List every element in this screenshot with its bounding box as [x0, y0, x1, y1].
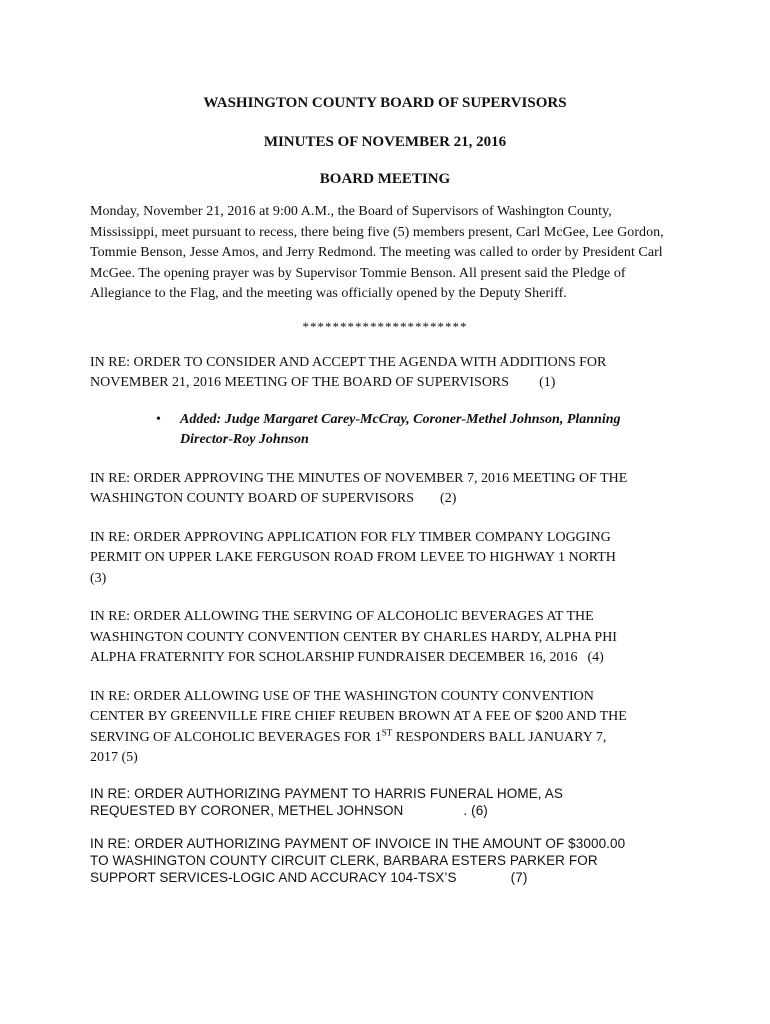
- intro-paragraph: Monday, November 21, 2016 at 9:00 A.M., the Board of Supervisors of Washington County, Mississippi, meet pursuant to recess, there being five (5) members present, Carl McGee, Lee Gordon, Tommie Benson, Jesse Amos, and Jerry Redmond. The meeting was called to order by President Carl McGee. The opening prayer was by Supervisor Tommie Benson. All present said the Pledge of Allegiance to the Flag, and the meeting was officially opened by the Deputy Sheriff.: [90, 204, 664, 301]
- agenda-item-5-line-4: [90, 748, 680, 769]
- agenda-item-2-line-1: IN RE: ORDER APPROVING THE MINUTES OF NOVEMBER 7, 2016 MEETING OF THE: [90, 470, 628, 486]
- agenda-item-5-line-3: [90, 728, 680, 749]
- agenda-item-3-line-1: IN RE: ORDER APPROVING APPLICATION FOR FLY TIMBER COMPANY LOGGING: [90, 529, 611, 545]
- agenda-item-4-line-3: [90, 648, 680, 669]
- document-subtitle: MINUTES OF NOVEMBER 21, 2016: [263, 134, 507, 150]
- agenda-item-1-line-2-text: NOVEMBER 21, 2016 MEETING OF THE BOARD OF SUPERVISORS: [90, 375, 510, 390]
- agenda-item-5-line-4-text: 2017: [90, 750, 118, 765]
- agenda-item-4-line-2: WASHINGTON COUNTY CONVENTION CENTER BY CHARLES HARDY, ALPHA PHI: [90, 629, 617, 645]
- agenda-item-2-line-2: [90, 489, 680, 510]
- meeting-type-heading: BOARD MEETING: [319, 171, 451, 187]
- agenda-item-5-superscript: ST: [381, 726, 393, 737]
- agenda-item-5: [90, 687, 680, 769]
- agenda-item-1-line-1: IN RE: ORDER TO CONSIDER AND ACCEPT THE AGENDA WITH ADDITIONS FOR: [90, 354, 607, 370]
- agenda-item-5-line-2: CENTER BY GREENVILLE FIRE CHIEF REUBEN BROWN AT A FEE OF $200 AND THE: [90, 709, 627, 724]
- agenda-item-4-line-1: IN RE: ORDER ALLOWING THE SERVING OF ALCOHOLIC BEVERAGES AT THE: [90, 609, 594, 624]
- agenda-item-3: [90, 528, 680, 590]
- agenda-item-4: [90, 607, 680, 669]
- bullet-line-2: Director-Roy Johnson: [180, 432, 309, 447]
- agenda-item-6-line-2-text: REQUESTED BY CORONER, METHEL JOHNSON: [90, 802, 404, 818]
- document-title: WASHINGTON COUNTY BOARD OF SUPERVISORS: [203, 95, 567, 111]
- agenda-item-6: [90, 785, 680, 819]
- agenda-item-7-line-1: IN RE: ORDER AUTHORIZING PAYMENT OF INVOICE IN THE AMOUNT OF $3000.00: [90, 835, 626, 851]
- agenda-item-1-number: (1): [539, 375, 556, 390]
- agenda-item-7-line-2: TO WASHINGTON COUNTY CIRCUIT CLERK, BARBARA ESTERS PARKER FOR: [90, 852, 598, 868]
- agenda-item-4-number: (4): [587, 650, 604, 665]
- agenda-item-7: [90, 835, 680, 886]
- agenda-item-5-line-3a: SERVING OF ALCOHOLIC BEVERAGES FOR 1: [90, 729, 382, 745]
- agenda-item-7-number: (7): [510, 869, 528, 885]
- agenda-item-5-line-1: IN RE: ORDER ALLOWING USE OF THE WASHINGTON COUNTY CONVENTION: [90, 688, 594, 704]
- separator-stars: **********************: [302, 318, 468, 334]
- bullet-icon: •: [156, 411, 161, 427]
- agenda-item-1-line-2: [90, 373, 680, 394]
- agenda-item-2-line-2-text: WASHINGTON COUNTY BOARD OF SUPERVISORS: [90, 491, 415, 506]
- agenda-item-2-number: (2): [440, 491, 457, 506]
- agenda-item-6-number: . (6): [463, 802, 488, 818]
- agenda-item-7-line-3-text: SUPPORT SERVICES-LOGIC AND ACCURACY 104-TSX’S: [90, 869, 457, 885]
- agenda-item-6-line-2: [90, 802, 680, 819]
- agenda-additions-bullet: [90, 410, 680, 451]
- agenda-item-6-line-1: IN RE: ORDER AUTHORIZING PAYMENT TO HARRIS FUNERAL HOME, AS: [90, 785, 563, 801]
- agenda-item-4-line-3-text: ALPHA FRATERNITY FOR SCHOLARSHIP FUNDRAISER DECEMBER 16, 2016: [90, 650, 578, 665]
- bullet-line-1: Added: Judge Margaret Carey-McCray, Coroner-Methel Johnson, Planning: [180, 411, 621, 427]
- agenda-item-5-line-3b: RESPONDERS BALL JANUARY 7,: [392, 729, 607, 745]
- agenda-item-7-line-3: [90, 869, 680, 886]
- agenda-item-3-line-2: PERMIT ON UPPER LAKE FERGUSON ROAD FROM LEVEE TO HIGHWAY 1 NORTH: [90, 550, 616, 565]
- agenda-item-2: [90, 469, 680, 510]
- agenda-item-5-number: (5): [121, 750, 138, 765]
- agenda-item-3-number: (3): [90, 570, 107, 586]
- agenda-item-1: [90, 353, 680, 394]
